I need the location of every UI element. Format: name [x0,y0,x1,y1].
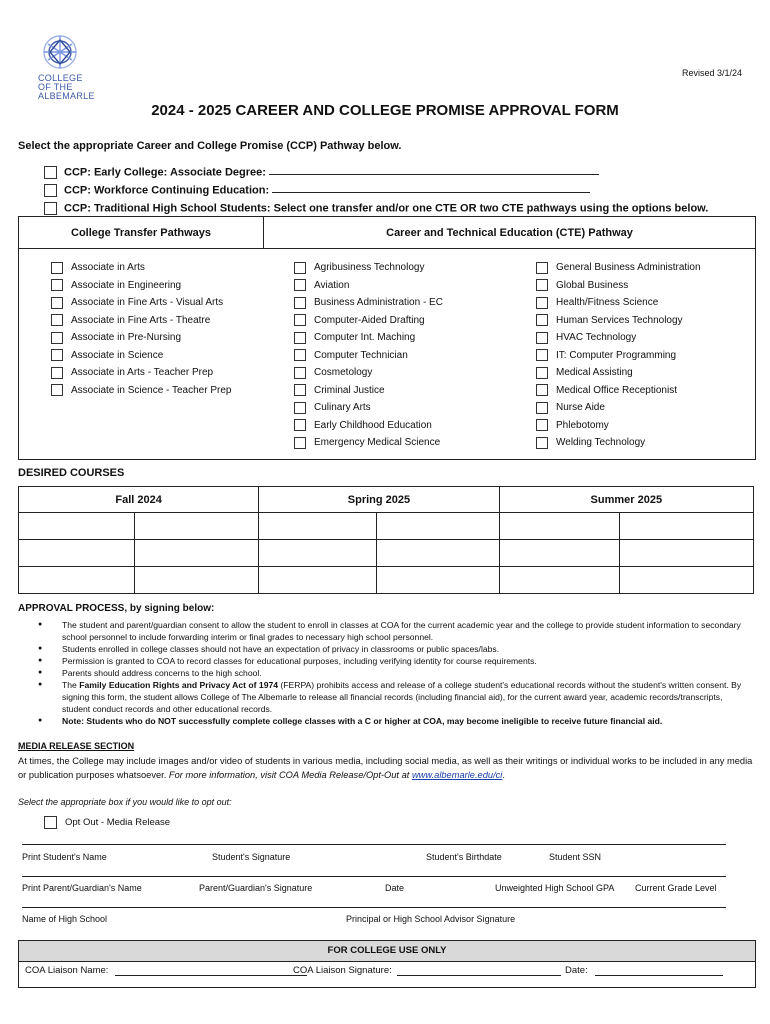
cte-header: Career and Technical Education (CTE) Pathway [264,217,755,249]
checkbox[interactable] [294,297,306,309]
checkbox[interactable] [536,262,548,274]
list-item: ● Permission is granted to COA to record classes for educational purposes, including verifying identity for course requirements. [38,655,750,667]
transfer-list [51,259,231,399]
list-item[interactable]: IT: Computer Programming [536,347,701,365]
workforce-line[interactable] [272,192,590,193]
list-item[interactable]: Associate in Fine Arts - Theatre [51,312,231,330]
table-row [19,567,754,594]
list-item[interactable]: Nurse Aide [536,399,701,417]
cte-list-1 [294,259,443,452]
course-cell[interactable] [259,567,377,594]
checkbox[interactable] [51,297,63,309]
list-item[interactable]: Computer Technician [294,347,443,365]
checkbox[interactable] [294,332,306,344]
checkbox[interactable] [51,367,63,379]
course-cell[interactable] [135,567,259,594]
principal-signature-label: Principal or High School Advisor Signature [346,914,516,924]
early-college-degree-line[interactable] [269,174,599,175]
school-signature-line[interactable] [22,907,726,908]
ccp-traditional-checkbox[interactable] [44,202,57,215]
course-cell[interactable] [377,540,499,567]
checkbox[interactable] [536,314,548,326]
opt-out-instruction: Select the appropriate box if you would like to opt out: [18,797,232,807]
table-row [19,513,754,540]
course-cell[interactable] [135,540,259,567]
checkbox[interactable] [536,402,548,414]
parent-name-label: Print Parent/Guardian's Name [22,883,142,893]
list-item[interactable]: Associate in Engineering [51,277,231,295]
checkbox[interactable] [51,384,63,396]
list-item: ● The student and parent/guardian consent to allow the student to enroll in classes at COA for the current academic year and the college to provide student information to secondary school personnel to include forwarding interim or final grades to necessary high school personnel. [38,619,750,643]
liaison-signature-line[interactable] [397,975,561,976]
checkbox[interactable] [294,437,306,449]
ccp-workforce: CCP: Workforce Continuing Education: [44,184,590,197]
checkbox[interactable] [536,384,548,396]
course-cell[interactable] [499,513,619,540]
list-item[interactable]: Associate in Arts [51,259,231,277]
student-signature-line[interactable] [22,844,726,845]
list-item[interactable]: Associate in Pre-Nursing [51,329,231,347]
list-item[interactable]: Culinary Arts [294,399,443,417]
list-item[interactable]: Associate in Arts - Teacher Prep [51,364,231,382]
course-cell[interactable] [19,513,135,540]
checkbox[interactable] [294,279,306,291]
date-label: Date: [565,965,588,976]
course-cell[interactable] [619,540,753,567]
list-item: ● The Family Education Rights and Privacy Act of 1974 (FERPA) prohibits access and release of a college student's educational records without the student's written consent. By signing this form, the student allows College of The Albemarle to release all financial records (including financial aid), for the current award year, academic records/transcripts, student conduct records and other educational records. [38,679,750,715]
liaison-name-label: COA Liaison Name: [25,965,109,976]
list-item[interactable]: Global Business [536,277,701,295]
list-item[interactable]: Phlebotomy [536,417,701,435]
checkbox[interactable] [536,349,548,361]
ccp-early-college: CCP: Early College: Associate Degree: [44,166,599,179]
term-summer: Summer 2025 [499,487,753,513]
course-cell[interactable] [259,540,377,567]
student-ssn-label: Student SSN [549,852,602,862]
list-item[interactable]: Emergency Medical Science [294,434,443,452]
course-cell[interactable] [499,540,619,567]
opt-out-option: Opt Out - Media Release [44,816,170,829]
student-name-label: Print Student's Name [22,852,107,862]
list-item[interactable]: General Business Administration [536,259,701,277]
list-item[interactable]: Business Administration - EC [294,294,443,312]
checkbox[interactable] [294,349,306,361]
course-cell[interactable] [377,567,499,594]
college-use-title: FOR COLLEGE USE ONLY [19,941,755,962]
transfer-header: College Transfer Pathways [19,217,263,249]
date-line[interactable] [595,975,723,976]
media-release-text: At times, the College may include images and/or video of students in various media, including social media, as well as their writings or individual works to be included in any media or publication purposes whatsoever. For more information, visit COA Media Release/Opt-Out at www.albemarle.edu/ci. [18,756,753,780]
list-item[interactable]: Agribusiness Technology [294,259,443,277]
term-spring: Spring 2025 [259,487,499,513]
course-cell[interactable] [619,567,753,594]
desired-courses-table [18,486,754,594]
term-fall: Fall 2024 [19,487,259,513]
list-item[interactable]: Human Services Technology [536,312,701,330]
checkbox[interactable] [51,349,63,361]
parent-signature-line[interactable] [22,876,726,877]
table-row [19,540,754,567]
checkbox[interactable] [536,332,548,344]
parent-signature-label: Parent/Guardian's Signature [199,883,313,893]
course-cell[interactable] [499,567,619,594]
list-item[interactable]: HVAC Technology [536,329,701,347]
list-item[interactable]: Associate in Fine Arts - Visual Arts [51,294,231,312]
list-item: ● Note: Students who do NOT successfully complete college classes with a C or higher at COA, may become ineligible to receive future financial aid. [38,715,750,727]
approval-list [38,619,750,727]
list-item: ● Parents should address concerns to the high school. [38,667,750,679]
course-cell[interactable] [19,567,135,594]
list-item[interactable]: Associate in Science [51,347,231,365]
checkbox[interactable] [51,314,63,326]
checkbox[interactable] [294,367,306,379]
liaison-signature-label: COA Liaison Signature: [293,965,392,976]
checkbox[interactable] [294,419,306,431]
checkbox[interactable] [294,402,306,414]
list-item[interactable]: Welding Technology [536,434,701,452]
list-item[interactable]: Cosmetology [294,364,443,382]
checkbox[interactable] [536,367,548,379]
parent-date-label: Date [385,883,405,893]
gpa-label: Unweighted High School GPA [495,883,615,893]
checkbox[interactable] [536,437,548,449]
checkbox[interactable] [536,297,548,309]
course-cell[interactable] [619,513,753,540]
ccp-workforce-checkbox[interactable] [44,184,57,197]
pathway-table [18,216,756,460]
desired-courses-label: DESIRED COURSES [18,467,125,479]
list-item[interactable]: Medical Office Receptionist [536,382,701,400]
list-item[interactable]: Aviation [294,277,443,295]
list-item[interactable]: Criminal Justice [294,382,443,400]
student-birthdate-label: Student's Birthdate [426,852,502,862]
course-cell[interactable] [135,513,259,540]
course-cell[interactable] [19,540,135,567]
list-item: ● Students enrolled in college classes should not have an expectation of privacy in classrooms or public spaces/labs. [38,643,750,655]
approval-title: APPROVAL PROCESS, by signing below: [18,603,215,614]
checkbox[interactable] [51,262,63,274]
cte-list-2 [536,259,701,452]
checkbox[interactable] [294,262,306,274]
form-title: 2024 - 2025 CAREER AND COLLEGE PROMISE APPROVAL FORM [151,102,619,119]
college-use-box [18,940,756,988]
list-item[interactable]: Health/Fitness Science [536,294,701,312]
checkbox[interactable] [294,314,306,326]
logo-text: COLLEGE OF THE ALBEMARLE [38,73,95,101]
list-item[interactable]: Computer-Aided Drafting [294,312,443,330]
course-cell[interactable] [377,513,499,540]
pathway-instruction: Select the appropriate Career and College Promise (CCP) Pathway below. [18,140,402,152]
list-item[interactable]: Medical Assisting [536,364,701,382]
checkbox[interactable] [51,279,63,291]
list-item[interactable]: Early Childhood Education [294,417,443,435]
list-item[interactable]: Associate in Science - Teacher Prep [51,382,231,400]
checkbox[interactable] [536,279,548,291]
high-school-label: Name of High School [22,914,108,924]
checkbox[interactable] [536,419,548,431]
grade-level-label: Current Grade Level [635,883,717,893]
course-cell[interactable] [259,513,377,540]
ccp-early-college-checkbox[interactable] [44,166,57,179]
ccp-traditional: CCP: Traditional High School Students: Select one transfer and/or one CTE OR two CTE pathways using the options below. [44,202,708,215]
checkbox[interactable] [294,384,306,396]
list-item[interactable]: Computer Int. Maching [294,329,443,347]
checkbox[interactable] [51,332,63,344]
opt-out-checkbox[interactable] [44,816,57,829]
student-signature-label: Student's Signature [212,852,291,862]
media-release-title: MEDIA RELEASE SECTION [18,741,135,751]
liaison-name-line[interactable] [115,975,307,976]
media-release-link[interactable]: www.albemarle.edu/ci [411,770,503,780]
revised-date: Revised 3/1/24 [681,68,742,78]
